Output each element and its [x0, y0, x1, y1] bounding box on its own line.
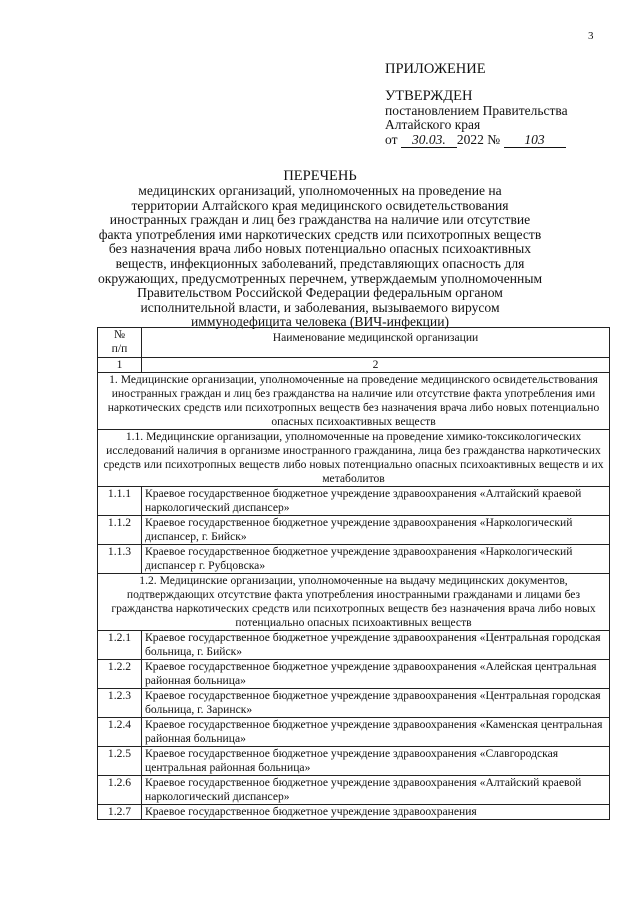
row-number: 1.2.6 — [98, 776, 142, 805]
organization-name: Краевое государственное бюджетное учреждение здравоохранения «Алтайский краевой наркологический диспансер» — [142, 487, 610, 516]
table-row — [98, 718, 610, 747]
section-1-heading: 1. Медицинские организации, уполномоченные на проведение медицинского освидетельствования иностранных граждан и лиц без гражданства на наличие или отсутствие факта употребления ими наркотических средств или психотропных веществ без назначения врача либо новых потенциально опасных психоактивных веществ — [98, 373, 610, 430]
organization-name: Краевое государственное бюджетное учреждение здравоохранения «Славгородская центральная районная больница» — [142, 747, 610, 776]
heading-line: территории Алтайского края медицинского освидетельствования — [131, 197, 509, 213]
organization-name: Краевое государственное бюджетное учреждение здравоохранения — [142, 805, 610, 820]
approval-line-1: постановлением Правительства — [385, 103, 568, 118]
subsection-row — [98, 574, 610, 631]
column-index-2: 2 — [142, 358, 610, 373]
section-row — [98, 373, 610, 430]
organization-name: Краевое государственное бюджетное учреждение здравоохранения «Алейская центральная районная больница» — [142, 660, 610, 689]
header-number-cell — [98, 328, 142, 358]
document-title: ПЕРЕЧЕНЬ — [283, 168, 357, 184]
table-row — [98, 545, 610, 574]
table-row — [98, 516, 610, 545]
table-row — [98, 631, 610, 660]
appendix-title: ПРИЛОЖЕНИЕ — [385, 61, 486, 77]
organization-name: Краевое государственное бюджетное учреждение здравоохранения «Центральная городская больница, г. Бийск» — [142, 631, 610, 660]
subsection-1-2-heading: 1.2. Медицинские организации, уполномоченные на выдачу медицинских документов, подтверждающих отсутствие факта употребления иностранными гражданами и лицами без гражданства наркотических средств или психотропных веществ без назначения врача либо новых потенциально опасных психоактивных веществ — [98, 574, 610, 631]
appendix-block — [385, 62, 568, 148]
table-row — [98, 747, 610, 776]
organization-name: Краевое государственное бюджетное учреждение здравоохранения «Центральная городская больница, г. Заринск» — [142, 689, 610, 718]
heading-line: факта употребления ими наркотических средств или психотропных веществ — [98, 226, 542, 242]
heading-line: иммунодефицита человека (ВИЧ-инфекции) — [190, 314, 449, 330]
approved-label: УТВЕРЖДЕН — [385, 88, 473, 104]
document-heading — [70, 168, 570, 330]
organization-name: Краевое государственное бюджетное учреждение здравоохранения «Алтайский краевой наркологический диспансер» — [142, 776, 610, 805]
table-row — [98, 660, 610, 689]
organization-name: Краевое государственное бюджетное учреждение здравоохранения «Наркологический диспансер г. Рубцовска» — [142, 545, 610, 574]
heading-line: без назначения врача либо новых потенциально опасных психоактивных — [108, 241, 532, 257]
column-index-row — [98, 358, 610, 373]
row-number: 1.2.7 — [98, 805, 142, 820]
approval-line-2: Алтайского края — [385, 117, 481, 132]
table-header-row — [98, 328, 610, 358]
header-number-sublabel: п/п — [111, 342, 128, 355]
organizations-table — [97, 327, 610, 820]
decree-number: 103 — [504, 132, 566, 148]
heading-line: веществ, инфекционных заболеваний, представляющих опасность для — [115, 255, 525, 271]
approval-date-line — [385, 132, 566, 147]
heading-line: исполнительной власти, и заболевания, вызываемого вирусом — [140, 299, 500, 315]
row-number: 1.1.2 — [98, 516, 142, 545]
row-number: 1.2.4 — [98, 718, 142, 747]
heading-line: медицинских организаций, уполномоченных на проведение на — [138, 183, 502, 198]
table-row — [98, 805, 610, 820]
row-number: 1.2.3 — [98, 689, 142, 718]
table-row — [98, 776, 610, 805]
organization-name: Краевое государственное бюджетное учреждение здравоохранения «Каменская центральная районная больница» — [142, 718, 610, 747]
column-index-1: 1 — [98, 358, 142, 373]
decree-date: 30.03. — [401, 132, 457, 148]
heading-line: Правительством Российской Федерации федеральным органом — [137, 285, 503, 301]
heading-line: окружающих, предусмотренных перечнем, утверждаемым уполномоченным — [97, 270, 543, 286]
subsection-row — [98, 430, 610, 487]
subsection-1-1-heading: 1.1. Медицинские организации, уполномоченные на проведение химико-токсикологических исследований наличия в организме иностранного гражданина, лица без гражданства наркотических средств или психотропных веществ либо новых потенциально опасных психоактивных веществ и их метаболитов — [98, 430, 610, 487]
row-number: 1.2.1 — [98, 631, 142, 660]
page-number: 3 — [588, 30, 594, 42]
header-number-label: № — [113, 328, 126, 341]
header-name-cell: Наименование медицинской организации — [142, 328, 610, 358]
row-number: 1.1.3 — [98, 545, 142, 574]
decree-year: 2022 — [456, 132, 484, 147]
row-number: 1.1.1 — [98, 487, 142, 516]
table-row — [98, 689, 610, 718]
row-number: 1.2.5 — [98, 747, 142, 776]
date-prefix: от — [385, 132, 398, 147]
organization-name: Краевое государственное бюджетное учреждение здравоохранения «Наркологический диспансер, г. Бийск» — [142, 516, 610, 545]
heading-line: иностранных граждан и лиц без гражданства на наличие или отсутствие — [109, 212, 531, 228]
table-row — [98, 487, 610, 516]
row-number: 1.2.2 — [98, 660, 142, 689]
number-sign: № — [487, 132, 501, 147]
